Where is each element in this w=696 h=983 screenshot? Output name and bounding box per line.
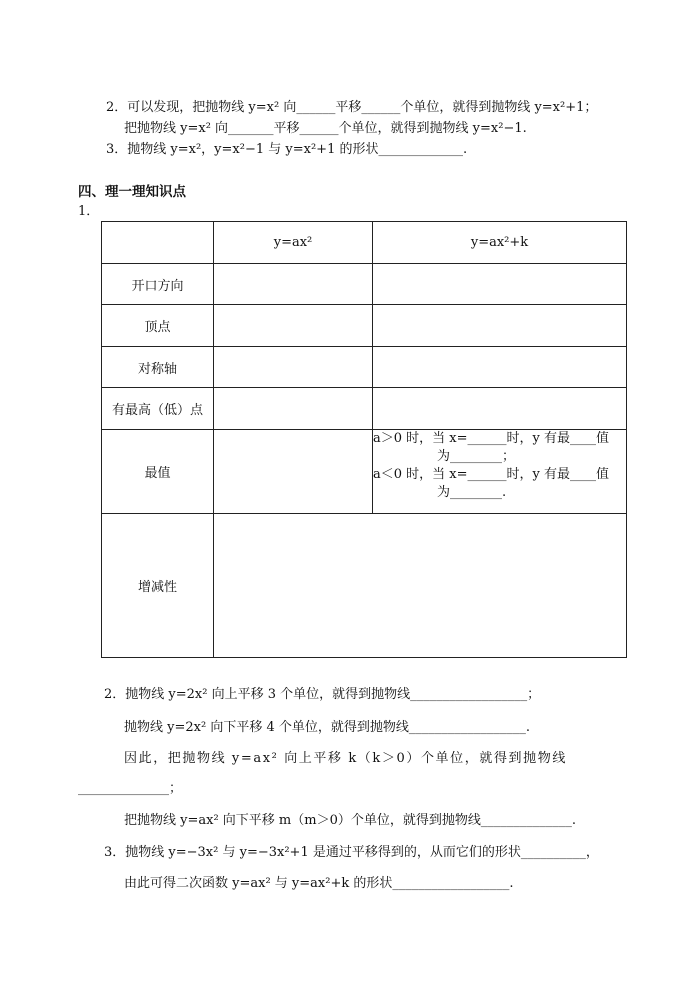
header-col1: y=ax² xyxy=(214,222,373,264)
row-label: 增减性 xyxy=(102,514,214,658)
bottom-line-5: 把抛物线 y=ax² 向下平移 m（m＞0）个单位，就得到抛物线______________. xyxy=(124,813,576,828)
answer-cell xyxy=(214,388,373,430)
answer-cell xyxy=(214,305,373,347)
row-label: 顶点 xyxy=(102,305,214,347)
max-value-cell xyxy=(373,430,627,514)
header-col2: y=ax²+k xyxy=(373,222,627,264)
max-line: 为________； xyxy=(437,449,516,464)
max-line: 为________. xyxy=(437,485,507,500)
bottom-line-2: 抛物线 y=2x² 向下平移 4 个单位，就得到抛物线__________________. xyxy=(124,720,530,735)
row-label: 最值 xyxy=(102,430,214,514)
section-heading: 四、理一理知识点 xyxy=(78,184,186,200)
bottom-line-4: ______________； xyxy=(78,781,183,796)
answer-cell xyxy=(373,305,627,347)
row-label: 对称轴 xyxy=(102,347,214,388)
header-empty-cell xyxy=(102,222,214,264)
bottom-line-1: 2．抛物线 y=2x² 向上平移 3 个单位，就得到抛物线__________________； xyxy=(104,687,541,702)
q3-line: 3．抛物线 y=x²，y=x²−1 与 y=x²+1 的形状_____________. xyxy=(106,142,468,157)
answer-cell xyxy=(214,430,373,514)
answer-cell xyxy=(214,347,373,388)
q2-line-b: 把抛物线 y=x² 向_______平移______个单位，就得到抛物线 y=x²−1. xyxy=(124,121,527,136)
answer-cell xyxy=(373,388,627,430)
bottom-line-3: 因此，把抛物线 y=ax² 向上平移 k（k＞0）个单位，就得到抛物线 xyxy=(124,751,567,766)
bottom-line-7: 由此可得二次函数 y=ax² 与 y=ax²+k 的形状__________________. xyxy=(124,876,514,891)
answer-cell xyxy=(373,264,627,305)
answer-cell xyxy=(214,264,373,305)
bottom-line-6: 3．抛物线 y=−3x² 与 y=−3x²+1 是通过平移得到的，从而它们的形状__________， xyxy=(104,845,599,860)
q2-line-a: 2．可以发现，把抛物线 y=x² 向______平移______个单位，就得到抛物线 y=x²+1； xyxy=(106,100,598,115)
row-label: 有最高（低）点 xyxy=(102,388,214,430)
max-line: a＜0 时，当 x=______时，y 有最____值 xyxy=(373,467,609,482)
item-number: 1． xyxy=(78,204,100,219)
max-line: a＞0 时，当 x=______时，y 有最____值 xyxy=(373,431,609,446)
knowledge-table xyxy=(101,221,627,658)
answer-cell xyxy=(373,347,627,388)
row-label: 开口方向 xyxy=(102,264,214,305)
answer-cell-wide xyxy=(214,514,627,658)
